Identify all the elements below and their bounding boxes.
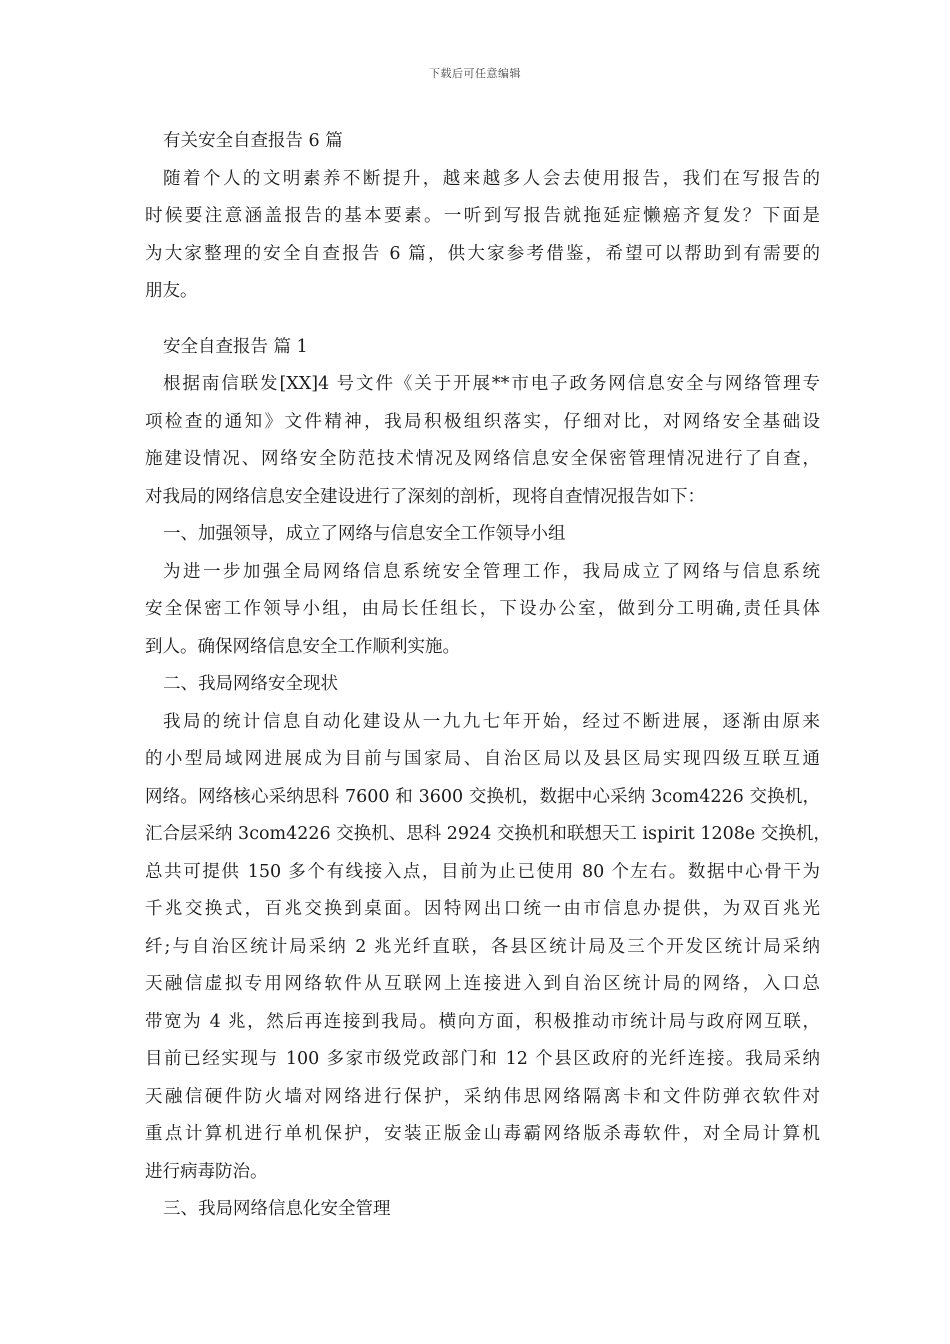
subheading: 三、我局网络信息化安全管理: [163, 1199, 391, 1219]
paragraph-line: 的小型局域网进展成为目前与国家局、自治区局以及县区局实现四级互联互通: [145, 749, 820, 769]
spacer: [145, 311, 820, 329]
paragraph-line: 施建设情况、网络安全防范技术情况及网络信息安全保密管理情况进行了自查，: [145, 449, 820, 469]
paragraph-line: 纤;与自治区统计局采纳 2 兆光纤直联，各县区统计局及三个开发区统计局采纳: [145, 936, 820, 957]
intro-line: 随着个人的文明素养不断提升，越来越多人会去使用报告，我们在写报告的: [163, 168, 820, 189]
paragraph-line: 进行病毒防治。: [145, 1161, 268, 1182]
intro-line: 朋友。: [145, 281, 198, 301]
paragraph-line: 天融信虚拟专用网络软件从互联网上连接进入到自治区统计局的网络，入口总: [145, 974, 820, 994]
intro-line: 为大家整理的安全自查报告 6 篇，供大家参考借鉴，希望可以帮助到有需要的: [145, 243, 820, 264]
intro-line: 时候要注意涵盖报告的基本要素。一听到写报告就拖延症懒癌齐复发？下面是: [145, 206, 820, 226]
subheading: 一、加强领导，成立了网络与信息安全工作领导小组: [163, 524, 566, 544]
paragraph-line: 总共可提供 150 多个有线接入点，目前为止已使用 80 个左右。数据中心骨干为: [145, 861, 820, 882]
paragraph-line: 网络。网络核心采纳思科 7600 和 3600 交换机，数据中心采纳 3com4226 交换机，: [145, 786, 820, 807]
paragraph-line: 到人。确保网络信息安全工作顺利实施。: [145, 636, 460, 657]
paragraph-line: 对我局的网络信息安全建设进行了深刻的剖析，现将自查情况报告如下：: [145, 486, 705, 507]
section-title: 安全自查报告 篇 1: [163, 336, 308, 357]
paragraph-line: 目前已经实现与 100 多家市级党政部门和 12 个县区政府的光纤连接。我局采纳: [145, 1049, 820, 1069]
paragraph-line: 我局的统计信息自动化建设从一九九七年开始，经过不断进展，逐渐由原来: [163, 711, 820, 732]
paragraph-line: 为进一步加强全局网络信息系统安全管理工作，我局成立了网络与信息系统: [163, 561, 820, 582]
paragraph-line: 根据南信联发[XX]4 号文件《关于开展**市电子政务网信息安全与网络管理专: [163, 374, 820, 394]
paragraph-line: 汇合层采纳 3com4226 交换机、思科 2924 交换机和联想天工 ispirit 1208e 交换机，: [145, 824, 831, 844]
subheading: 二、我局网络安全现状: [163, 674, 338, 694]
paragraph-line: 项检查的通知》文件精神，我局积极组织落实，仔细对比，对网络安全基础设: [145, 411, 820, 432]
paragraph-line: 安全保密工作领导小组，由局长任组长，下设办公室，做到分工明确,责任具体: [145, 599, 820, 619]
paragraph-line: 带宽为 4 兆，然后再连接到我局。横向方面，积极推动市统计局与政府网互联，: [145, 1011, 820, 1032]
paragraph-line: 天融信硬件防火墙对网络进行保护，采纳伟思网络隔离卡和文件防弹衣软件对: [145, 1086, 820, 1107]
paragraph-line: 重点计算机进行单机保护，安装正版金山毒霸网络版杀毒软件，对全局计算机: [145, 1124, 820, 1144]
document-title: 有关安全自查报告 6 篇: [163, 131, 343, 151]
paragraph-line: 千兆交换式，百兆交换到桌面。因特网出口统一由市信息办提供，为双百兆光: [145, 899, 820, 919]
document-body: [145, 123, 831, 1229]
page-header: 下载后可任意编辑: [429, 67, 521, 80]
